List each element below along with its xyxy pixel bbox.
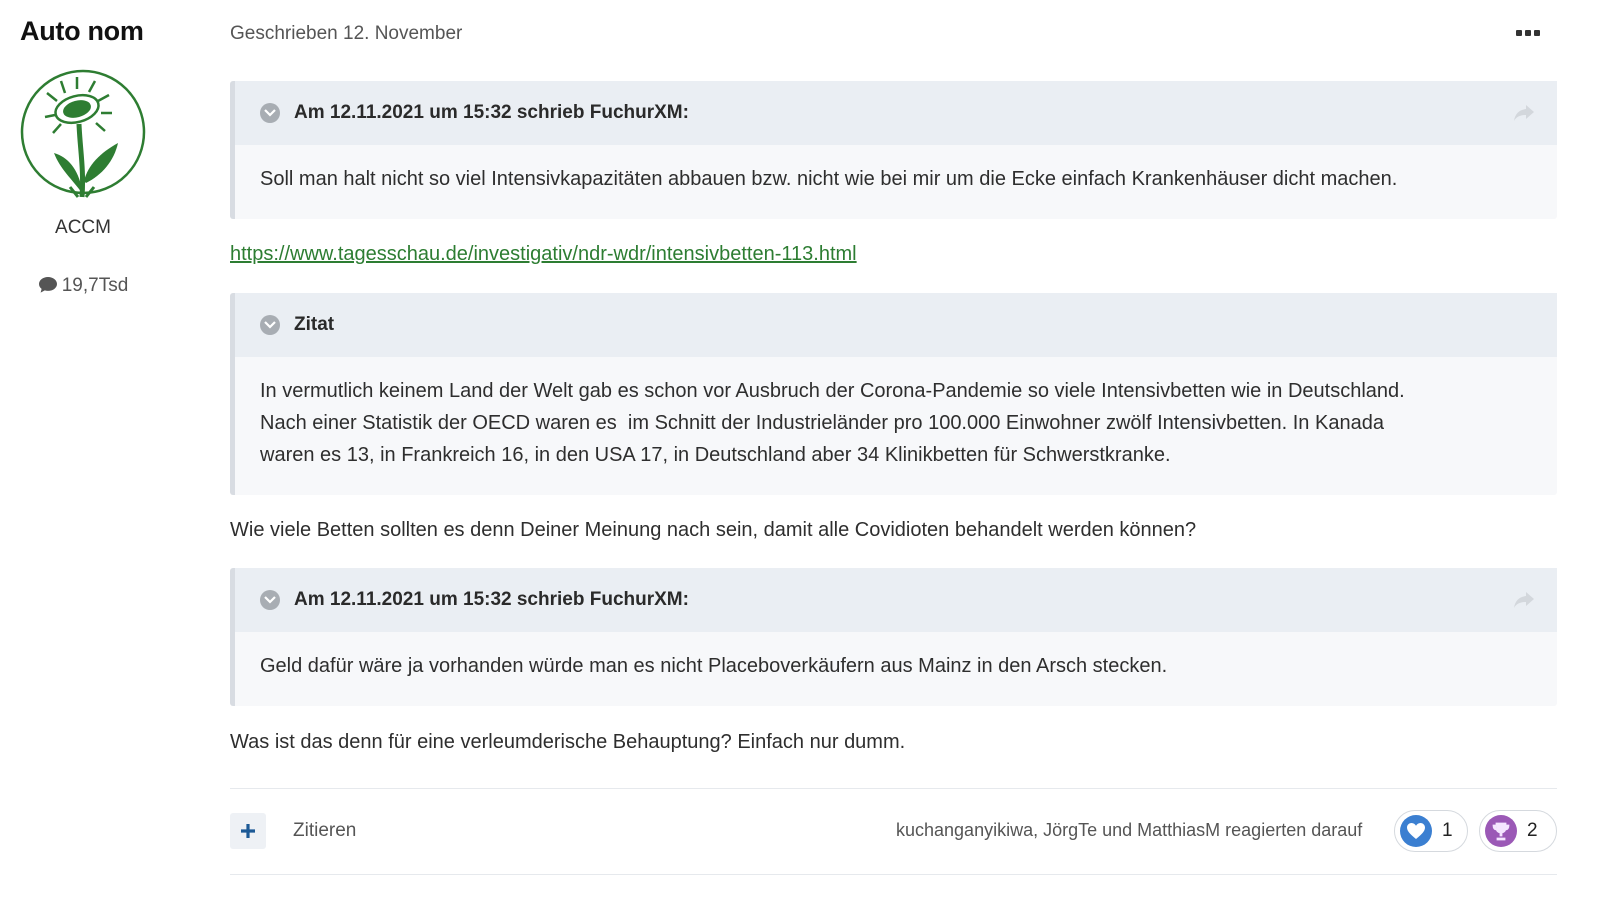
quote-header	[235, 81, 1557, 145]
more-options-button[interactable]	[1508, 18, 1548, 48]
quote-block	[230, 568, 1557, 706]
post-paragraph: Was ist das denn für eine verleumderische Behauptung? Einfach nur dumm.	[230, 731, 906, 753]
reactions-summary[interactable]: kuchanganyikiwa, JörgTe und MatthiasM reagierten darauf	[896, 820, 1363, 840]
share-arrow-icon[interactable]	[1513, 590, 1535, 610]
reaction-trophy[interactable]	[1479, 810, 1557, 852]
quote-text: Soll man halt nicht so viel Intensivkapazitäten abbauen bzw. nicht wie bei mir um die Ecke einfach Krankenhäuser dicht machen.	[260, 168, 1398, 190]
quote-button[interactable]: Zitieren	[293, 820, 357, 841]
heart-icon	[1400, 815, 1432, 847]
post-paragraph: Wie viele Betten sollten es denn Deiner Meinung nach sein, damit alle Covidioten behandelt werden können?	[230, 519, 1197, 541]
quote-citation: Zitat	[294, 314, 335, 335]
multiquote-button[interactable]	[230, 813, 266, 849]
share-arrow-icon[interactable]	[1513, 103, 1535, 123]
ellipsis-icon	[1516, 30, 1522, 36]
quote-citation: Am 12.11.2021 um 15:32 schrieb FuchurXM:	[294, 102, 689, 123]
reaction-count: 2	[1527, 820, 1538, 841]
author-group: ACCM	[55, 217, 111, 238]
comment-icon	[38, 276, 58, 294]
quote-line: Nach einer Statistik der OECD waren es im Schnitt der Industrieländer pro 100.000 Einwohner zwölf Intensivbetten. In Kanada	[260, 412, 1384, 434]
reaction-count: 1	[1442, 820, 1453, 841]
post-date[interactable]: Geschrieben 12. November	[230, 23, 463, 44]
quote-text	[235, 357, 1557, 471]
divider	[230, 788, 1557, 789]
trophy-icon	[1485, 815, 1517, 847]
quote-line: In vermutlich keinem Land der Welt gab es schon vor Ausbruch der Corona-Pandemie so viele Intensivbetten wie in Deutschland.	[260, 380, 1405, 402]
author-post-count	[0, 275, 166, 297]
quote-block	[230, 293, 1557, 495]
plus-icon	[240, 823, 256, 839]
avatar[interactable]	[20, 69, 146, 199]
reaction-like[interactable]	[1394, 810, 1468, 852]
quote-citation: Am 12.11.2021 um 15:32 schrieb FuchurXM:	[294, 589, 689, 610]
divider	[230, 874, 1557, 875]
quote-header	[235, 568, 1557, 632]
external-link[interactable]: https://www.tagesschau.de/investigativ/ndr-wdr/intensivbetten-113.html	[230, 243, 857, 265]
author-name[interactable]: Auto nom	[20, 16, 144, 46]
quote-block	[230, 81, 1557, 219]
chevron-down-icon[interactable]	[260, 315, 280, 335]
quote-text: Geld dafür wäre ja vorhanden würde man es nicht Placeboverkäufern aus Mainz in den Arsch stecken.	[260, 655, 1168, 677]
post-count-value: 19,7Tsd	[61, 275, 129, 296]
sunflower-logo-icon	[20, 69, 146, 199]
quote-line: waren es 13, in Frankreich 16, in den USA 17, in Deutschland aber 34 Klinikbetten für Schwerstkranke.	[260, 444, 1171, 466]
quote-header	[235, 293, 1557, 357]
chevron-down-icon[interactable]	[260, 590, 280, 610]
chevron-down-icon[interactable]	[260, 103, 280, 123]
